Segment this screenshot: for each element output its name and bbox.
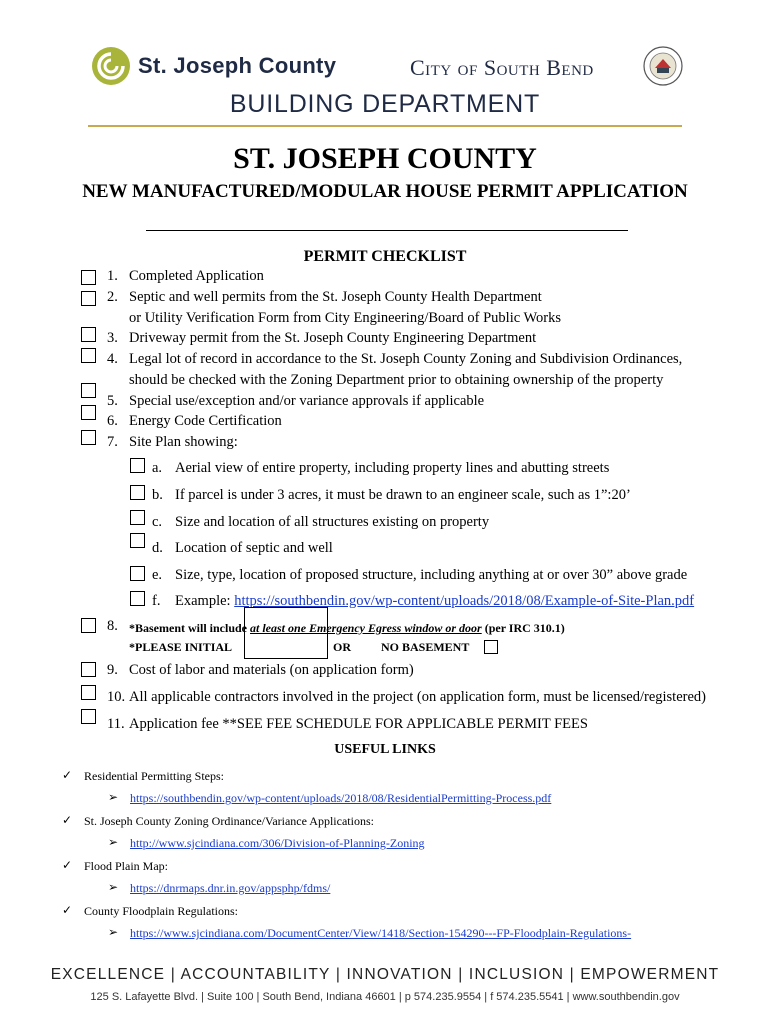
please-initial-label: *PLEASE INITIAL xyxy=(129,640,233,654)
item-text: All applicable contractors involved in the project (on application form, must be licensed/registered) xyxy=(129,689,706,705)
item-number: 5. xyxy=(107,393,118,409)
floodplain-regulations-link[interactable]: https://www.sjcindiana.com/DocumentCenter/View/1418/Section-154290---FP-Floodplain-Regulations- xyxy=(130,926,632,940)
example-site-plan-link[interactable]: https://southbendin.gov/wp-content/uploads/2018/08/Example-of-Site-Plan.pdf xyxy=(234,593,695,609)
item-text: Septic and well permits from the St. Joseph County Health Department xyxy=(129,289,542,305)
page-subtitle: NEW MANUFACTURED/MODULAR HOUSE PERMIT APPLICATION xyxy=(82,181,688,202)
item-number: 3. xyxy=(107,330,118,346)
checkbox-no-basement[interactable] xyxy=(484,640,498,654)
item-text: Energy Code Certification xyxy=(129,413,282,429)
item-number: 1. xyxy=(107,268,118,284)
or-label: OR xyxy=(333,640,351,654)
sub-item-text: Size, type, location of proposed structure, including anything at or over 30” above grade xyxy=(175,567,688,583)
example-label: Example: xyxy=(175,593,235,609)
check-icon: ✓ xyxy=(62,858,73,872)
check-icon: ✓ xyxy=(62,813,73,827)
sub-item-letter: e. xyxy=(152,567,163,583)
checkbox-item-2[interactable] xyxy=(81,291,96,306)
no-basement-label: NO BASEMENT xyxy=(381,640,470,654)
arrow-bullet-icon: ➢ xyxy=(108,835,119,849)
checkbox-site-plan-a[interactable] xyxy=(130,458,145,473)
checkbox-item-11[interactable] xyxy=(81,709,96,724)
sub-item-letter: a. xyxy=(152,460,163,476)
item-number: 4. xyxy=(107,351,118,367)
checkbox-site-plan-f[interactable] xyxy=(130,591,145,606)
useful-links-heading: USEFUL LINKS xyxy=(334,742,436,757)
checkbox-item-9[interactable] xyxy=(81,662,96,677)
check-icon: ✓ xyxy=(62,768,73,782)
county-logo-icon xyxy=(91,46,131,86)
residential-permitting-link[interactable]: https://southbendin.gov/wp-content/uploads/2018/08/ResidentialPermitting-Process.pdf xyxy=(130,791,552,805)
item-number: 8. xyxy=(107,618,118,634)
city-name: City of South Bend xyxy=(410,55,594,80)
basement-emphasis: at least one Emergency Egress window or door xyxy=(250,621,482,635)
item-number: 2. xyxy=(107,289,118,305)
checkbox-item-4[interactable] xyxy=(81,348,96,363)
check-icon: ✓ xyxy=(62,903,73,917)
item-text: Application fee **SEE FEE SCHEDULE FOR APPLICABLE PERMIT FEES xyxy=(129,716,588,732)
city-seal-icon xyxy=(643,46,683,86)
item-number: 7. xyxy=(107,434,118,450)
sub-item-text: Aerial view of entire property, including property lines and abutting streets xyxy=(175,460,610,476)
initial-field[interactable] xyxy=(244,607,328,659)
checkbox-site-plan-e[interactable] xyxy=(130,566,145,581)
checkbox-item-5[interactable] xyxy=(81,383,96,398)
sub-item-text: Location of septic and well xyxy=(175,540,333,556)
sub-item-letter: b. xyxy=(152,487,163,503)
county-name: St. Joseph County xyxy=(138,53,337,78)
basement-pre: *Basement will include xyxy=(129,621,251,635)
checkbox-item-6[interactable] xyxy=(81,405,96,420)
sub-item-text: If parcel is under 3 acres, it must be drawn to an engineer scale, such as 1”:20’ xyxy=(175,487,631,503)
footer-address: 125 S. Lafayette Blvd. | Suite 100 | South Bend, Indiana 46601 | p 574.235.9554 | f 574.235.5541 | www.southbendin.gov xyxy=(90,991,680,1003)
checkbox-item-1[interactable] xyxy=(81,270,96,285)
sub-item-letter: d. xyxy=(152,540,163,556)
sub-item-text: Size and location of all structures existing on property xyxy=(175,514,490,530)
item-number: 9. xyxy=(107,662,118,678)
item-text: Driveway permit from the St. Joseph County Engineering Department xyxy=(129,330,537,346)
checkbox-site-plan-b[interactable] xyxy=(130,485,145,500)
checkbox-item-10[interactable] xyxy=(81,685,96,700)
item-text-continued: should be checked with the Zoning Department prior to obtaining ownership of the property xyxy=(129,372,664,388)
item-number: 6. xyxy=(107,413,118,429)
link-group-label: St. Joseph County Zoning Ordinance/Variance Applications: xyxy=(84,814,374,828)
sub-item-letter: f. xyxy=(152,593,161,609)
checklist-heading: PERMIT CHECKLIST xyxy=(303,248,467,265)
checkbox-site-plan-d[interactable] xyxy=(130,533,145,548)
item-text-continued: or Utility Verification Form from City Engineering/Board of Public Works xyxy=(129,310,562,326)
checkbox-item-8[interactable] xyxy=(81,618,96,633)
department-name: BUILDING DEPARTMENT xyxy=(229,90,541,118)
checkbox-site-plan-c[interactable] xyxy=(130,510,145,525)
page-title: ST. JOSEPH COUNTY xyxy=(233,142,537,175)
item-text: Cost of labor and materials (on application form) xyxy=(129,662,414,678)
arrow-bullet-icon: ➢ xyxy=(108,790,119,804)
link-group-label: County Floodplain Regulations: xyxy=(84,904,239,918)
footer-values: EXCELLENCE | ACCOUNTABILITY | INNOVATION | INCLUSION | EMPOWERMENT xyxy=(50,966,720,983)
item-number: 10. xyxy=(107,689,126,705)
basement-requirement xyxy=(129,621,565,636)
link-group-label: Residential Permitting Steps: xyxy=(84,769,224,783)
link-group-label: Flood Plain Map: xyxy=(84,859,169,873)
checkbox-item-3[interactable] xyxy=(81,327,96,342)
sub-item-letter: c. xyxy=(152,514,163,530)
zoning-link[interactable]: http://www.sjcindiana.com/306/Division-of-Planning-Zoning xyxy=(130,836,425,850)
item-number: 11. xyxy=(107,716,125,732)
arrow-bullet-icon: ➢ xyxy=(108,880,119,894)
checkbox-item-7[interactable] xyxy=(81,430,96,445)
item-text: Site Plan showing: xyxy=(129,434,238,450)
header-divider xyxy=(88,125,682,127)
flood-plain-map-link[interactable]: https://dnrmaps.dnr.in.gov/appsphp/fdms/ xyxy=(130,881,331,895)
item-text: Special use/exception and/or variance approvals if applicable xyxy=(129,393,485,409)
basement-post: (per IRC 310.1) xyxy=(481,621,565,635)
title-underline xyxy=(146,230,628,231)
arrow-bullet-icon: ➢ xyxy=(108,925,119,939)
item-text: Legal lot of record in accordance to the St. Joseph County Zoning and Subdivision Ordinances, xyxy=(129,351,683,367)
item-text: Completed Application xyxy=(129,268,264,284)
